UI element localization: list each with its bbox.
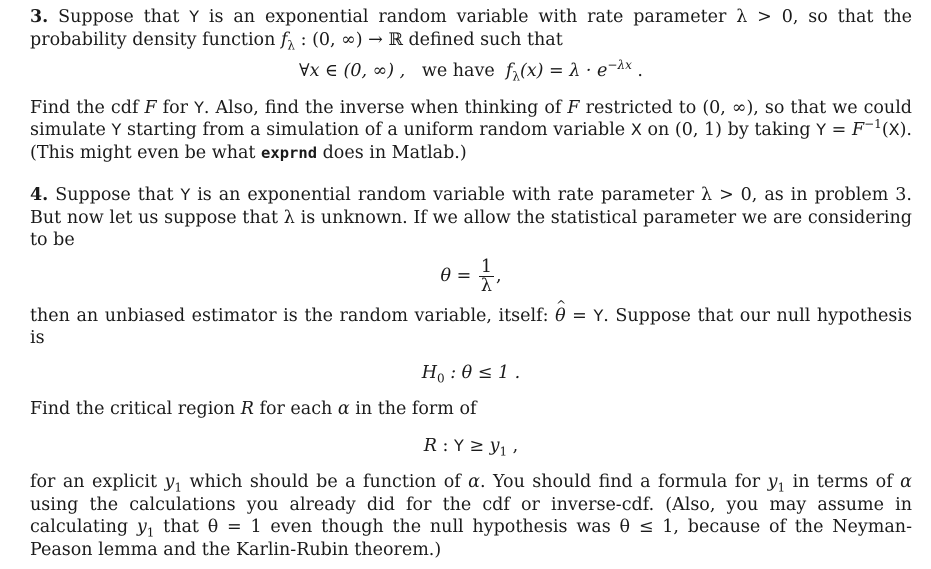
estimator-sentence: then an unbiased estimator is the random variable, itself: ^ θ = Y. Suppose that our null hypothesis is xyxy=(30,305,912,350)
problem-4-task: for an explicit $y_1$ which should be a function of α. You should find a formula for $y_1$ in terms of α using the calculations you already did for the cdf or inverse-cdf. (Also, you may assume in calculating $y_1$ that θ = 1 even though the null hypothesis was θ ≤ 1, because of the Neyman-Peason lemma and the Karlin-Rubin theorem.) xyxy=(30,472,912,560)
problem-3-number: 3. xyxy=(30,7,49,27)
problem-3-intro: 3. Suppose that Y is an exponential random variable with rate parameter λ > 0, so that the probability density function $f_\lambda$ : (0, ∞) → ℝ defined such that xyxy=(30,7,912,52)
document-page xyxy=(30,6,912,561)
problem-3-task: Find the cdf F for Y. Also, find the inverse when thinking of F restricted to (0, ∞), so that we could simulate Y starting from a simulation of a uniform random variable X on (0, 1) by taking $Y = F^{-1}(X)$. (This might even be what exprnd does in Matlab.) xyxy=(30,97,912,163)
fraction-one-over-lambda: $\frac{1}{\lambda}$ xyxy=(480,256,492,296)
problem-4-number: 4. xyxy=(30,185,49,205)
problem-3-pdf-equation: ∀x ∈ (0, ∞) , we have $f_\lambda(x) = \lambda \cdot e^{-\lambda x}$ . xyxy=(299,58,643,84)
code-exprnd: exprnd xyxy=(261,143,318,162)
null-hypothesis: $H_0$ : θ ≤ 1 . xyxy=(421,362,521,385)
problem-4-intro: 4. Suppose that Y is an exponential random variable with rate parameter λ > 0, as in problem 3. But now let us suppose that λ is unknown. If we allow the statistical parameter we are considering to be xyxy=(30,185,912,250)
theta-definition: θ = $\frac{1}{\lambda}$ , xyxy=(440,256,502,296)
critical-region-formula: R : $Y \ge y_1$ , xyxy=(423,435,519,458)
critical-region-prompt: Find the critical region R for each α in the form of xyxy=(30,399,477,419)
theta-hat: ^ θ xyxy=(555,305,566,328)
